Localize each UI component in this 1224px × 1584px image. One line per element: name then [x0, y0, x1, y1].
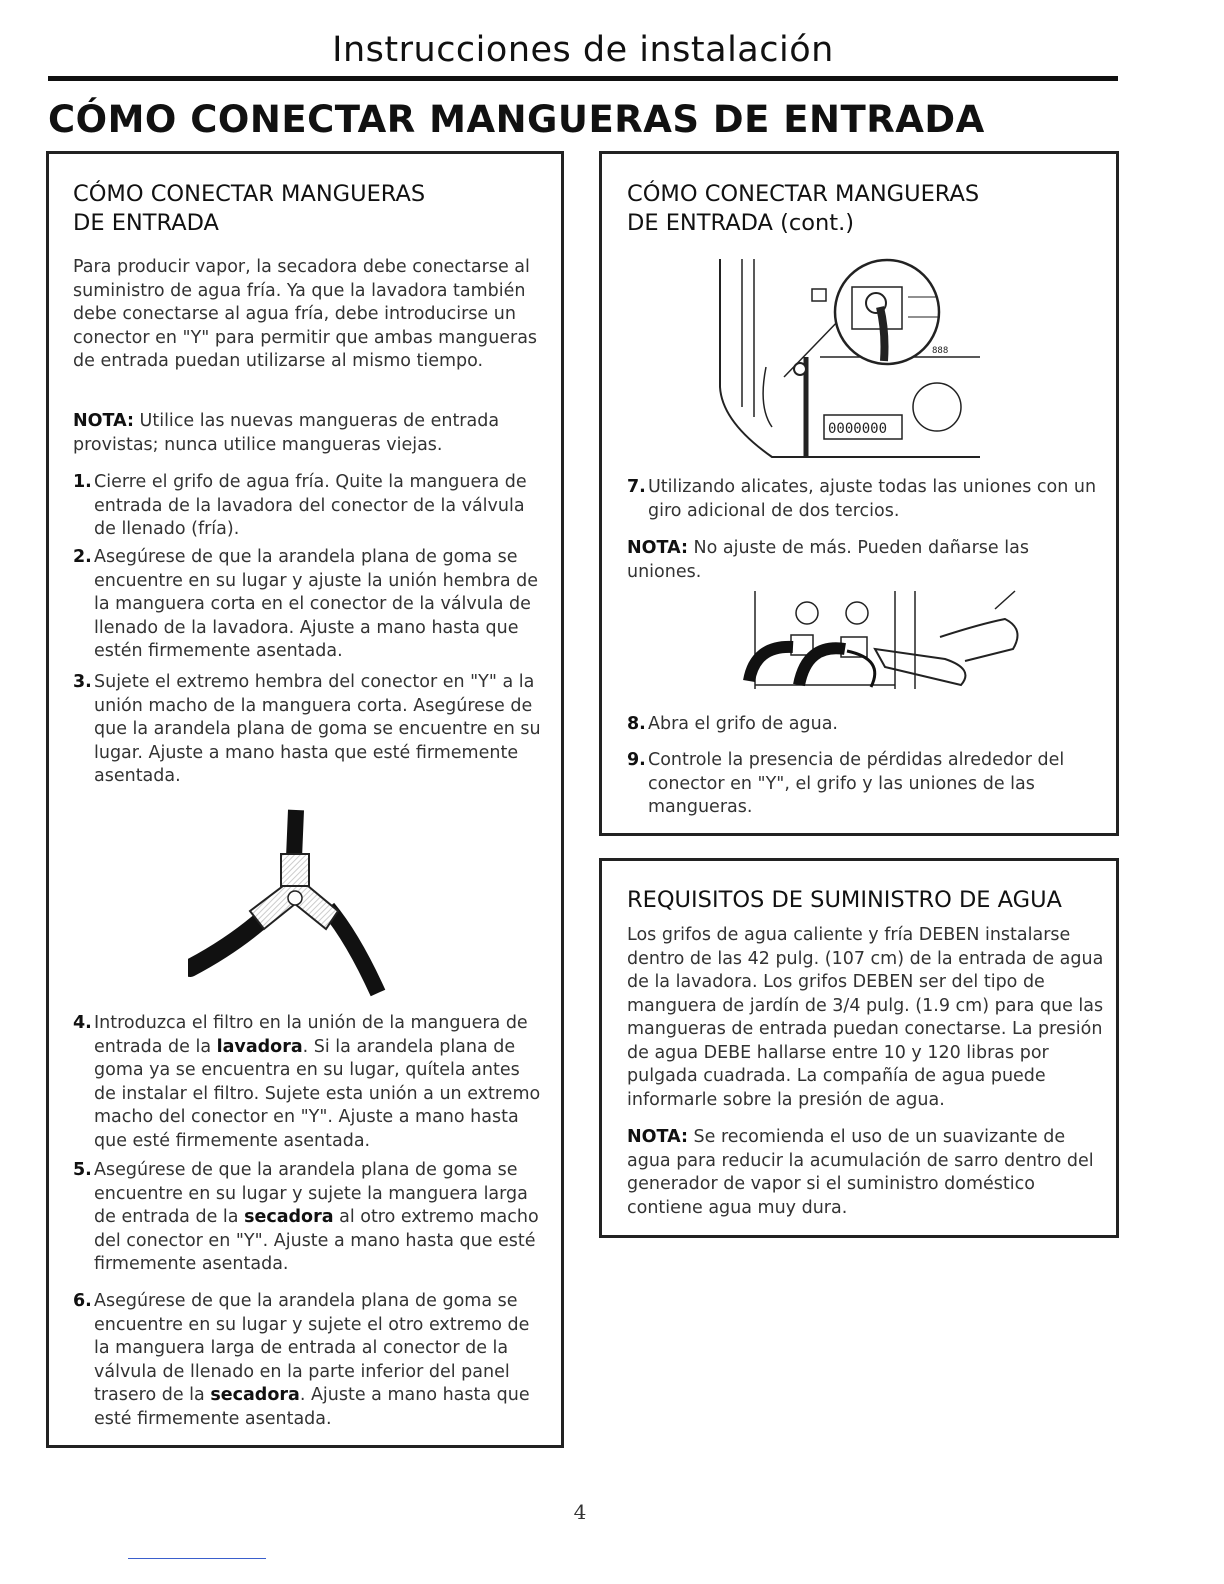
- step-8: [627, 713, 1097, 737]
- section-title: CÓMO CONECTAR MANGUERAS DE ENTRADA: [48, 98, 985, 141]
- left-box-title-line2: DE ENTRADA: [73, 210, 219, 236]
- step-text: Controle la presencia de pérdidas alrededor del conector en "Y", el grifo y las uniones de las mangueras.: [648, 750, 1065, 817]
- page-header-title: Instrucciones de instalación: [332, 30, 834, 70]
- left-box-title-line1: CÓMO CONECTAR MANGUERAS: [73, 181, 426, 207]
- right-box-title-line2: DE ENTRADA (cont.): [627, 210, 854, 236]
- note-paragraph: [73, 410, 553, 457]
- step-number: 7.: [627, 477, 646, 497]
- step-number: 5.: [73, 1160, 92, 1180]
- intro-paragraph: Para producir vapor, la secadora debe conectarse al suministro de agua fría. Ya que la lavadora también debe conectarse al agua fría, debe introducirse un conector en "Y" para permitir que ambas mangueras de entrada puedan utilizarse al mismo tiempo.: [73, 257, 538, 371]
- step-text: Cierre el grifo de agua fría. Quite la manguera de entrada de la lavadora del conector de la válvula de llenado (fría).: [94, 472, 527, 539]
- step-text-a: Asegúrese de que la arandela plana de goma se encuentre en su lugar y sujete el otro extremo de la manguera larga de entrada al conector de la válvula de llenado en la parte inferior del panel trasero de la: [94, 1291, 530, 1405]
- step-5: [73, 1159, 543, 1277]
- dryer-valve-illustration: [712, 257, 980, 465]
- step-2: [73, 546, 543, 664]
- svg-text:888: 888: [932, 346, 949, 356]
- step-text-a: Introduzca el filtro en la unión de la manguera de entrada de la: [94, 1013, 528, 1057]
- step-number: 1.: [73, 472, 92, 492]
- step-7: [627, 476, 1097, 523]
- step-text-a: Asegúrese de que la arandela plana de goma se encuentre en su lugar y sujete la manguera larga de entrada de la: [94, 1160, 528, 1227]
- step-text: Sujete el extremo hembra del conector en "Y" a la unión macho de la manguera corta. Asegúrese de que la arandela plana de goma se encuentre en su lugar. Ajuste a mano hasta que esté firmemente asentada.: [94, 672, 541, 786]
- right-box-title-line1: CÓMO CONECTAR MANGUERAS: [627, 181, 980, 207]
- step-text: Abra el grifo de agua.: [648, 714, 838, 734]
- note-label: NOTA:: [627, 538, 688, 558]
- step-text: Utilizando alicates, ajuste todas las uniones con un giro adicional de dos tercios.: [648, 477, 1097, 521]
- y-connector-illustration: [188, 808, 388, 998]
- svg-text:0000000: 0000000: [828, 421, 888, 437]
- note-label: NOTA:: [627, 1127, 688, 1147]
- step-number: 3.: [73, 672, 92, 692]
- water-requirements-title: REQUISITOS DE SUMINISTRO DE AGUA: [627, 887, 1062, 913]
- water-requirements-text: Los grifos de agua caliente y fría DEBEN instalarse dentro de las 42 pulg. (107 cm) de la entrada de agua de la lavadora. Los grifos DEBEN ser del tipo de manguera de jardín de 3/4 pulg. (1.9 cm) para que las mangueras de entrada puedan conectarse. La presión de agua DEBE hallarse entre 10 y 120 libras por pulgada cuadrada. La compañía de agua puede informarle sobre la presión de agua.: [627, 925, 1104, 1110]
- step-1: [73, 471, 543, 542]
- step-bold: lavadora: [216, 1036, 303, 1057]
- note-text: Utilice las nuevas mangueras de entrada provistas; nunca utilice mangueras viejas.: [73, 411, 500, 455]
- page-number: 4: [573, 1500, 587, 1524]
- left-box-title: [73, 180, 553, 238]
- note-label: NOTA:: [73, 411, 134, 431]
- note-text: Se recomienda el uso de un suavizante de agua para reducir la acumulación de sarro dentro del generador de vapor si el suministro doméstico contiene agua muy dura.: [627, 1127, 1094, 1218]
- step-4: [73, 1012, 543, 1153]
- note-paragraph: [627, 1126, 1107, 1220]
- step-text-b: . Ajuste a mano hasta que esté firmemente asentada.: [94, 1385, 530, 1429]
- step-text: Asegúrese de que la arandela plana de goma se encuentre en su lugar y ajuste la unión hembra de la manguera corta en el conector de la válvula de llenado de la lavadora. Ajuste a mano hasta que estén firmemente asentada.: [94, 547, 538, 661]
- footer-link-underline: [128, 1558, 266, 1559]
- step-9: [627, 749, 1097, 820]
- step-number: 9.: [627, 750, 646, 770]
- step-bold: secadora: [210, 1385, 300, 1405]
- step-3: [73, 671, 543, 789]
- note-paragraph: [627, 537, 1097, 584]
- step-number: 6.: [73, 1291, 92, 1311]
- step-number: 4.: [73, 1013, 92, 1033]
- step-text-b: . Si la arandela plana de goma ya se encuentra en su lugar, quítela antes de instalar el filtro. Sujete esta unión a un extremo macho del conector en "Y". Ajuste a mano hasta que esté firmemente asentada.: [94, 1036, 541, 1151]
- note-text: No ajuste de más. Pueden dañarse las uniones.: [627, 538, 1029, 582]
- pliers-tightening-illustration: [735, 589, 1035, 693]
- step-number: 8.: [627, 714, 646, 734]
- right-box-title: [627, 180, 1097, 238]
- step-bold: secadora: [244, 1207, 334, 1227]
- step-number: 2.: [73, 547, 92, 567]
- step-text-b: al otro extremo macho del conector en "Y". Ajuste a mano hasta que esté firmemente asentada.: [94, 1207, 539, 1274]
- header-divider: [48, 76, 1118, 81]
- step-6: [73, 1290, 543, 1431]
